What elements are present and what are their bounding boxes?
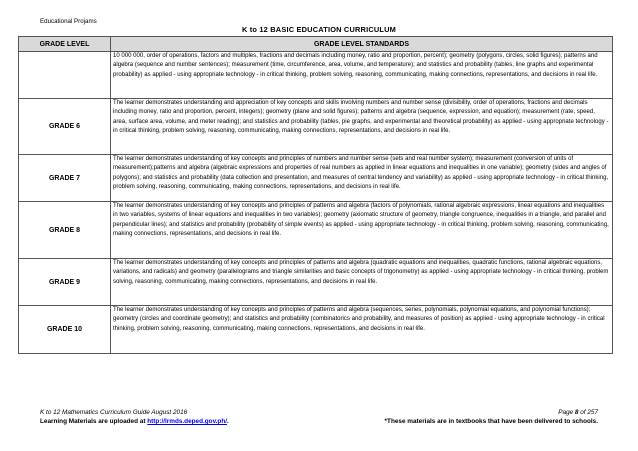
uploaded-suffix: .	[227, 418, 229, 425]
standard-cell: The learner demonstrates understanding of key concepts and principles of patterns and algebra (sequences, series, polynomials, polynomial equations, and polynomial functions); geometry (circles and coordinate geometry); and statistics and probability (combinatorics and probability, and measures of position) as applied - using appropriate technology - in critical thinking, problem solving, reasoning, communicating, making connections, representations, and decisions in real life.	[111, 306, 613, 354]
table-header-row	[19, 37, 613, 52]
standard-cell: 10 000 000, order of operations, factors and multiples, fractions and decimals including money, ratio and proportion, percent); geometry (polygons, circles, solid figures); patterns and algebra (sequence and number sentences); measurement (time, circumference, area, volume, and temperature); and statistics and probability (tables, line graphs and experimental probability) as applied - using appropriate technology - in critical thinking, problem solving, reasoning, communicating, making connections, representations, and decisions in real life.	[111, 52, 613, 99]
grade-cell: GRADE 9	[19, 259, 111, 306]
top-label: Educational Projams	[40, 18, 97, 25]
learning-materials-line	[40, 417, 229, 426]
page-suffix: of 257	[578, 409, 598, 416]
table-row	[19, 155, 613, 202]
table-row	[19, 99, 613, 155]
textbook-note: *These materials are in textbooks that have been delivered to schools.	[384, 418, 598, 425]
page-indicator	[385, 408, 598, 417]
uploaded-prefix: Learning Materials are uploaded at	[40, 418, 148, 425]
footer-right	[385, 408, 598, 426]
standard-cell: The learner demonstrates understanding of key concepts and principles of patterns and algebra (quadratic equations and inequalities, quadratic functions, rational algebraic equations, variations, and radicals) and geometry (parallelograms and triangle similarities and basic concepts of trigonometry) as applied - using appropriate technology - in critical thinking, problem solving, reasoning, communicating, making connections, representations, and decisions in real life.	[111, 259, 613, 306]
page-prefix: Page	[558, 409, 575, 416]
grade-cell: GRADE 7	[19, 155, 111, 202]
standard-cell: The learner demonstrates understanding of key concepts and principles of numbers and number sense (sets and real number system); measurement (conversion of units of measurement);patterns and algebra (algebraic expressions and properties of real numbers as applied in linear equations and inequalities in one variable); geometry (sides and angles of polygons); and statistics and probability (data collection and presentation, and measures of central tendency and variability) as applied - using appropriate technology - in critical thinking, problem solving, reasoning, communicating, making connections, representations, and decisions in real life.	[111, 155, 613, 202]
standard-cell: The learner demonstrates understanding and appreciation of key concepts and skills involving numbers and number sense (divisibility, order of operations, fractions and decimals including money, ratio and proportion, percent, integers); geometry (plane and solid figures); patterns and algebra (sequence, expression, and equation); measurement (rate, speed, area, surface area, volume, and meter reading); and statistics and probability (tables, pie graphs, and experimental and theoretical probability) as applied - using appropriate technology - in critical thinking, problem solving, reasoning, communicating, making connections, representations, and decisions in real life.	[111, 99, 613, 155]
table-row	[19, 259, 613, 306]
footer-left	[40, 408, 229, 426]
standards-table	[18, 36, 613, 354]
table-row	[19, 202, 613, 259]
grade-cell	[19, 52, 111, 99]
header-grade-level-standards: GRADE LEVEL STANDARDS	[111, 37, 613, 52]
standard-cell: The learner demonstrates understanding of key concepts and principles of patterns and algebra (factors of polynomials, rational algebraic expressions, linear equations and inequalities in two variables, systems of linear equations and inequalities in two variables); geometry (axiomatic structure of geometry, triangle congruence, inequalities in a triangle, and parallel and perpendicular lines); and statistics and probability (probability of simple events) as applied - using appropriate technology - in critical thinking, problem solving, reasoning, communicating, making connections, representations, and decisions in real life.	[111, 202, 613, 259]
curriculum-guide-label: K to 12 Mathematics Curriculum Guide August 2016	[40, 409, 188, 416]
document-title: K to 12 BASIC EDUCATION CURRICULUM	[241, 25, 397, 34]
grade-cell: GRADE 8	[19, 202, 111, 259]
lrmds-link[interactable]: http://lrmds.deped.gov.ph/	[147, 418, 228, 425]
header-grade-level: GRADE LEVEL	[19, 37, 111, 52]
table-row	[19, 306, 613, 354]
grade-cell: GRADE 6	[19, 99, 111, 155]
table-row	[19, 52, 613, 99]
page-number: 8	[574, 409, 579, 416]
grade-cell: GRADE 10	[19, 306, 111, 354]
